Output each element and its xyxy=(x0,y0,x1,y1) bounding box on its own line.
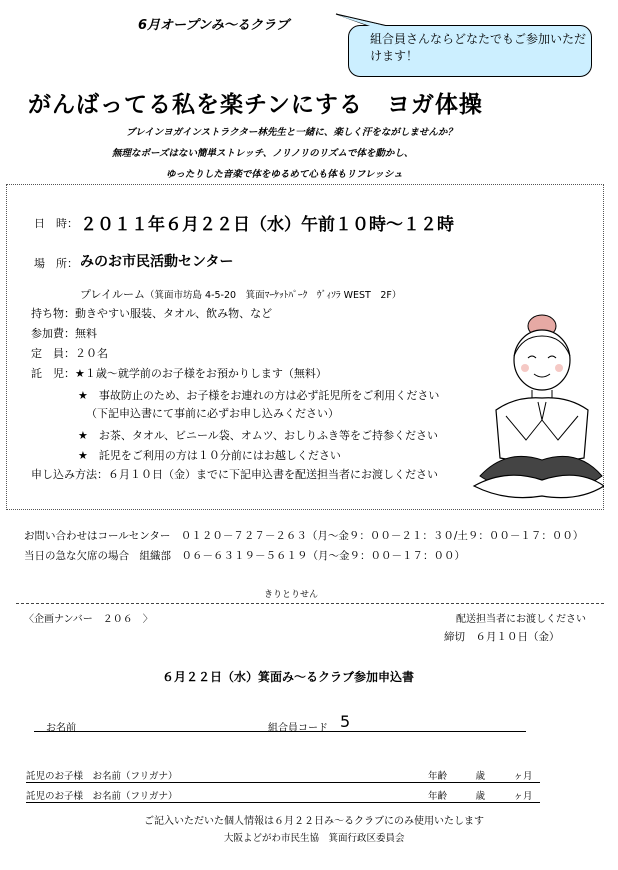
child-name-label-2: 託児のお子様 お名前（フリガナ） xyxy=(26,791,178,802)
date-label: 日 時： xyxy=(34,217,78,230)
childcare-note-1-sub: （下記申込書にて事前に必ずお申し込みください） xyxy=(86,407,339,420)
room-info xyxy=(80,286,401,302)
place-label: 場 所： xyxy=(34,257,78,270)
childcare-note-1: ★ 事故防止のため、お子様をお連れの方は必ず託児所をご利用ください xyxy=(78,389,440,402)
child-name-label-1: 託児のお子様 お名前（フリガナ） xyxy=(26,771,178,782)
bubble-text: 組合員さんならどなたでもご参加いただけます！ xyxy=(370,32,587,63)
childcare-note-2: ★ お茶、タオル、ビニール袋、オムツ、おしりふき等をご持参ください xyxy=(78,429,438,442)
subtitle-line-2: 無理なポーズはない簡単ストレッチ、ノリノリのリズムで体を動かし、 xyxy=(112,148,414,159)
date-value: ２０１１年６月２２日（水）午前１０時～１２時 xyxy=(80,215,454,235)
deadline: 締切 ６月１０日（金） xyxy=(444,631,560,643)
child-field-line-2[interactable] xyxy=(26,802,540,803)
child-age-label-2: 年齢 歳 ヶ月 xyxy=(428,791,533,802)
main-title: がんばってる私を楽チンにする ヨガ体操 xyxy=(28,92,483,118)
childcare-note-3: ★ 託児をご利用の方は１０分前にはお越しください xyxy=(78,449,341,462)
place-value: みのお市民活動センター xyxy=(80,254,234,270)
apply-method: 申し込み方法：６月１０日（金）までに下記申込書を配送担当者にお渡しください xyxy=(31,468,438,481)
fee: 参加費：無料 xyxy=(31,327,97,340)
child-age-label-1: 年齢 歳 ヶ月 xyxy=(428,771,533,782)
subtitle-line-3: ゆったりした音楽で体をゆるめて心も体もリフレッシュ xyxy=(166,169,403,180)
club-title: 6月オープンみ～るクラブ xyxy=(138,18,289,33)
name-label: お名前 xyxy=(46,723,76,734)
subtitle-line-1: ブレインヨガインストラクター林先生と一緒に、楽しく汗をながしませんか？ xyxy=(126,127,457,138)
contact-absence: 当日の急な欠席の場合 組織部 ０６－６３１９－５６１９（月～金９：００－１７：００） xyxy=(24,550,465,562)
privacy-note: ご記入いただいた個人情報は６月２２日み～るクラブにのみ使用いたします xyxy=(144,816,484,827)
name-field-line[interactable] xyxy=(34,731,526,732)
items-to-bring: 持ち物：動きやすい服装、タオル、飲み物、など xyxy=(31,307,273,320)
submit-to: 配送担当者にお渡しください xyxy=(456,614,586,625)
child-field-line-1[interactable] xyxy=(26,782,540,783)
plan-number: 〈企画ナンバー ２０６ 〉 xyxy=(24,614,153,625)
childcare: 託 児：★１歳～就学前のお子様をお預かりします（無料） xyxy=(31,367,327,380)
member-code-value[interactable]: 5 xyxy=(340,712,351,731)
room-address: （箕面市坊島 4-5-20 箕面ﾏｰｹｯﾄﾊﾟｰｸ ｳﾞｨｿﾗ WEST 2F） xyxy=(145,290,402,301)
form-title: ６月２２日（水）箕面み～るクラブ参加申込書 xyxy=(162,670,415,684)
capacity: 定 員：２０名 xyxy=(31,347,108,360)
cut-line-label: きりとりせん xyxy=(264,590,319,600)
organization: 大阪よどがわ市民生協 箕面行政区委員会 xyxy=(224,833,405,844)
contact-call-center: お問い合わせはコールセンター ０１２０－７２７－２６３（月～金９：００－２１：３０/土９：００－１７：００） xyxy=(24,530,584,542)
member-code-label: 組合員コード xyxy=(268,723,328,734)
room-name: プレイルーム xyxy=(80,288,146,301)
yoga-woman-illustration xyxy=(466,290,604,502)
cut-line xyxy=(16,603,604,604)
